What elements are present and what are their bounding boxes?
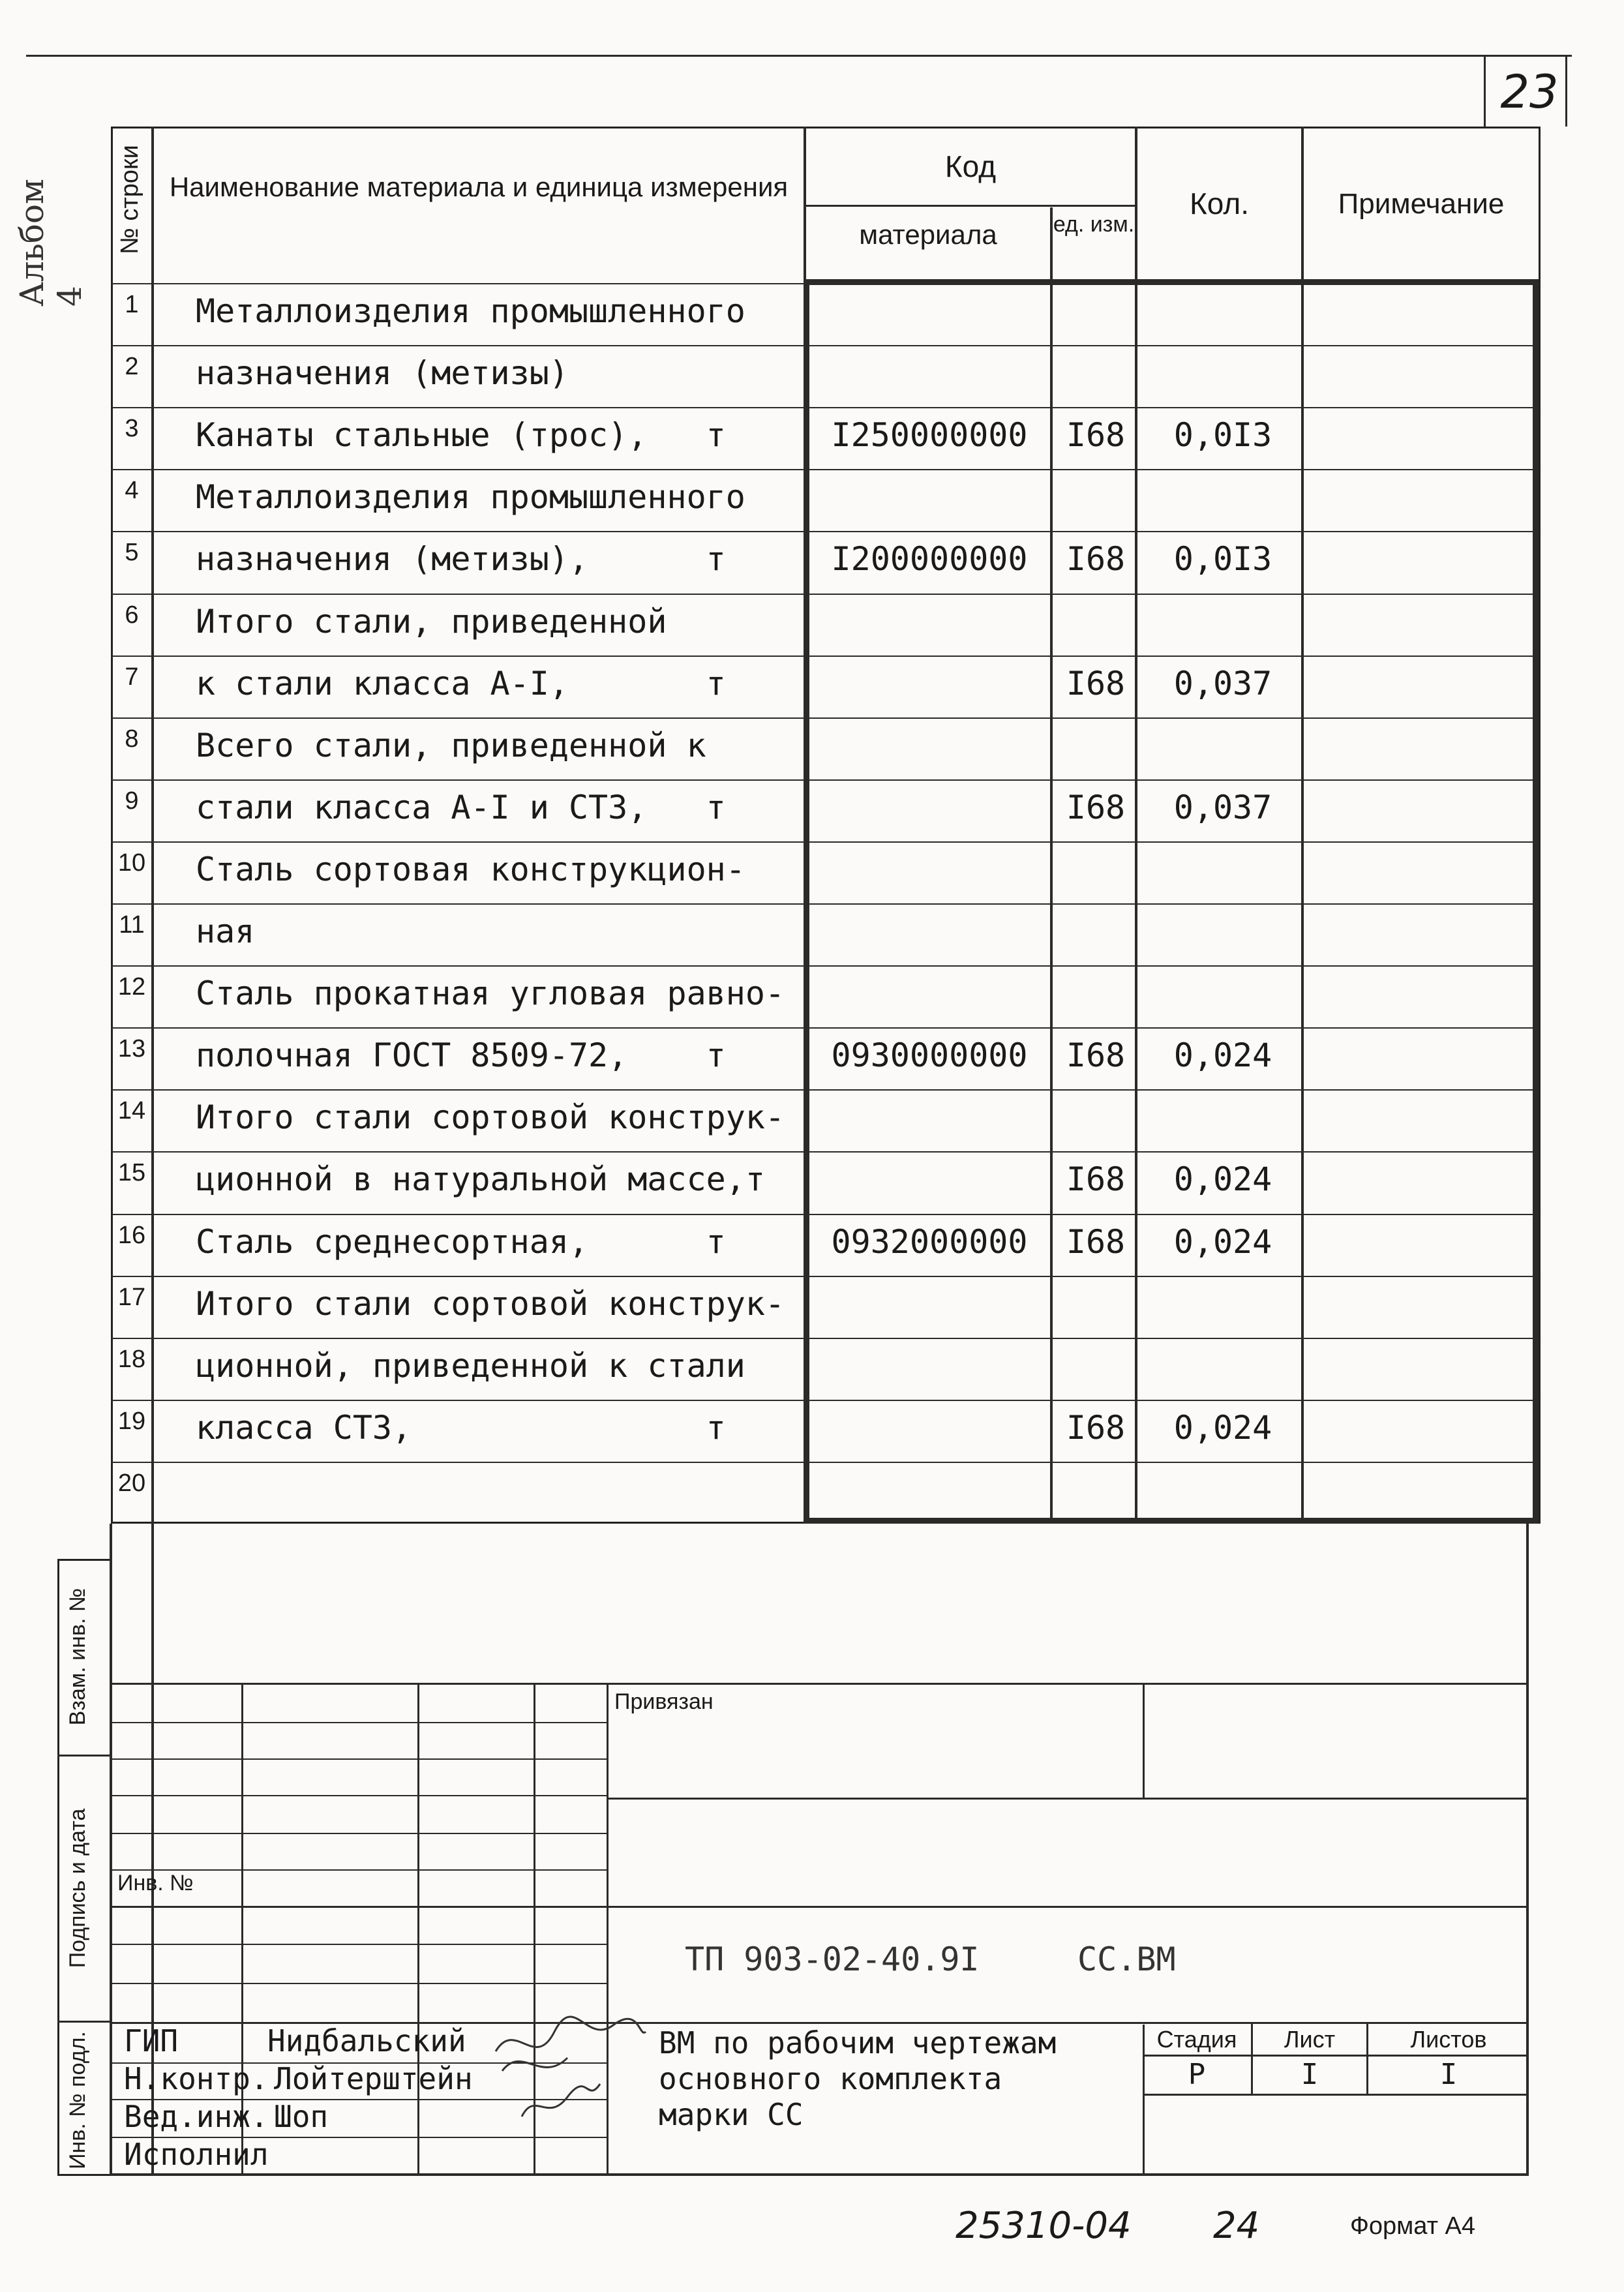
row-number: 20 [117, 1470, 146, 1497]
row-separator [111, 1338, 1539, 1339]
quantity: 0,024 [1173, 1160, 1272, 1198]
material-code: I200000000 [831, 540, 1028, 578]
row-number: 11 [119, 911, 145, 939]
unit-code: I68 [1066, 665, 1126, 702]
quantity: 0,037 [1173, 665, 1272, 702]
name-ved-inzh: Шоп [274, 2099, 329, 2134]
role-ispolnil: Исполнил [124, 2137, 269, 2172]
material-name: ционной в натуральной массе,т [196, 1160, 765, 1198]
material-name: Металлоизделия промышленного [196, 292, 745, 330]
row-number: 5 [125, 539, 139, 566]
material-name: Итого стали сортовой конструк- [196, 1285, 785, 1323]
row-separator [111, 345, 1539, 346]
material-name: Металлоизделия промышленного [196, 478, 745, 516]
row-number: 1 [125, 291, 139, 318]
material-code: I250000000 [831, 416, 1028, 454]
note-divider [1301, 127, 1304, 1524]
header-code-material: материала [859, 219, 997, 250]
row-separator [111, 1400, 1539, 1401]
row-separator [111, 656, 1539, 657]
header-name: Наименование материала и единица измерения [169, 172, 789, 202]
material-name: ная [196, 912, 255, 950]
sheet-number-box-left [1484, 55, 1486, 127]
side-label-vzam: Взам. инв. № [65, 1588, 90, 1726]
unit-code: I68 [1066, 1223, 1126, 1261]
quantity: 0,0I3 [1173, 416, 1272, 454]
header-qty: Кол. [1190, 187, 1249, 220]
material-name: Сталь сортовая конструкцион- [196, 851, 745, 888]
material-name: к стали класса А-I, т [196, 665, 726, 702]
header-code: Код [944, 149, 997, 183]
doc-title-line1: ВМ по рабочим чертежам [659, 2025, 1057, 2060]
rownum-divider [151, 127, 154, 2175]
row-separator [111, 283, 1539, 284]
row-separator [111, 1276, 1539, 1277]
quantity: 0,024 [1173, 1036, 1272, 1074]
quantity: 0,024 [1173, 1409, 1272, 1447]
row-separator [111, 531, 1539, 532]
archive-number: 25310-04 [955, 2205, 1132, 2247]
unit-code: I68 [1066, 1409, 1126, 1447]
row-number: 19 [117, 1408, 146, 1435]
material-name: Итого стали сортовой конструк- [196, 1098, 785, 1136]
role-gip: ГИП [124, 2023, 179, 2058]
role-ved-inzh: Вед.инж. [124, 2099, 269, 2134]
material-name: назначения (метизы), т [196, 540, 726, 578]
data-area-frame [804, 279, 1539, 1524]
row-separator [111, 841, 1539, 843]
sheet-number: 23 [1500, 65, 1559, 119]
header-code-unit: ед. изм. [1053, 212, 1135, 237]
sheets-label: Листов [1410, 2026, 1487, 2053]
format-label: Формат А4 [1350, 2212, 1476, 2240]
row-number: 12 [117, 973, 146, 1001]
unit-code: I68 [1066, 1160, 1126, 1198]
inv-no-label: Инв. № [117, 1871, 194, 1895]
doc-title-line3: марки СС [659, 2097, 804, 2132]
row-separator [111, 1089, 1539, 1091]
sheet-number-box-right [1565, 55, 1567, 127]
material-code: 0932000000 [831, 1223, 1028, 1261]
row-number: 10 [117, 849, 146, 877]
row-separator [111, 1151, 1539, 1153]
material-name: Сталь прокатная угловая равно- [196, 974, 785, 1012]
row-number: 3 [125, 415, 139, 442]
row-separator [111, 903, 1539, 905]
unit-divider [1050, 207, 1053, 1524]
row-number: 15 [117, 1159, 146, 1186]
unit-code: I68 [1066, 1036, 1126, 1074]
material-name: Сталь среднесортная, т [196, 1223, 726, 1261]
name-nkontr: Лойтерштейн [274, 2061, 473, 2096]
material-code: 0930000000 [831, 1036, 1028, 1074]
page-number: 24 [1213, 2205, 1260, 2247]
side-label-inv-podl: Инв. № подл. [65, 2031, 90, 2169]
top-border [26, 55, 1572, 57]
row-separator [111, 1214, 1539, 1215]
row-number: 6 [125, 601, 139, 629]
stage-value: Р [1188, 2058, 1206, 2091]
material-name: назначения (метизы) [196, 354, 569, 392]
material-name: Итого стали, приведенной [196, 603, 667, 641]
quantity: 0,024 [1173, 1223, 1272, 1261]
role-nkontr: Н.контр. [124, 2061, 269, 2096]
row-number: 2 [125, 353, 139, 380]
side-label-podpis: Подпись и дата [65, 1808, 90, 1968]
row-number: 8 [125, 725, 139, 753]
row-number: 4 [125, 477, 139, 504]
unit-code: I68 [1066, 789, 1126, 826]
row-number: 7 [125, 663, 139, 691]
material-name: Всего стали, приведенной к [196, 727, 706, 764]
row-number: 17 [117, 1284, 146, 1311]
row-separator [111, 407, 1539, 408]
unit-code: I68 [1066, 416, 1126, 454]
document-designation: ТП 903-02-40.9I СС.ВМ [685, 1940, 1176, 1978]
row-separator [111, 965, 1539, 967]
quantity: 0,037 [1173, 789, 1272, 826]
row-number: 13 [117, 1035, 146, 1063]
doc-title-line2: основного комплекта [659, 2061, 1002, 2096]
material-name: стали класса А-I и СТ3, т [196, 789, 726, 826]
privyazan-label: Привязан [614, 1689, 714, 1714]
row-separator [111, 1462, 1539, 1463]
row-separator [111, 717, 1539, 719]
header-note: Примечание [1338, 188, 1505, 220]
name-gip: Нидбальский [267, 2023, 466, 2058]
sheets-value: I [1439, 2058, 1458, 2091]
row-separator [111, 469, 1539, 470]
unit-code: I68 [1066, 540, 1126, 578]
quantity: 0,0I3 [1173, 540, 1272, 578]
header-row-no: № строки [116, 145, 143, 254]
material-name: Канаты стальные (трос), т [196, 416, 726, 454]
sheet-label: Лист [1284, 2026, 1336, 2053]
material-name: ционной, приведенной к стали [196, 1347, 745, 1385]
sheet-value: I [1301, 2058, 1319, 2091]
row-number: 14 [117, 1097, 146, 1124]
album-label: Альбом 4 [13, 179, 89, 307]
stage-label: Стадия [1156, 2026, 1237, 2053]
row-separator [111, 1027, 1539, 1029]
bottom-border [110, 2173, 1529, 2176]
row-number: 9 [125, 787, 139, 815]
row-number: 16 [117, 1222, 146, 1249]
row-separator [111, 594, 1539, 595]
material-name: класса СТ3, т [196, 1409, 726, 1447]
row-separator [111, 779, 1539, 781]
material-name: полочная ГОСТ 8509-72, т [196, 1036, 726, 1074]
row-number: 18 [117, 1346, 146, 1373]
signature-drawing [483, 2006, 652, 2136]
